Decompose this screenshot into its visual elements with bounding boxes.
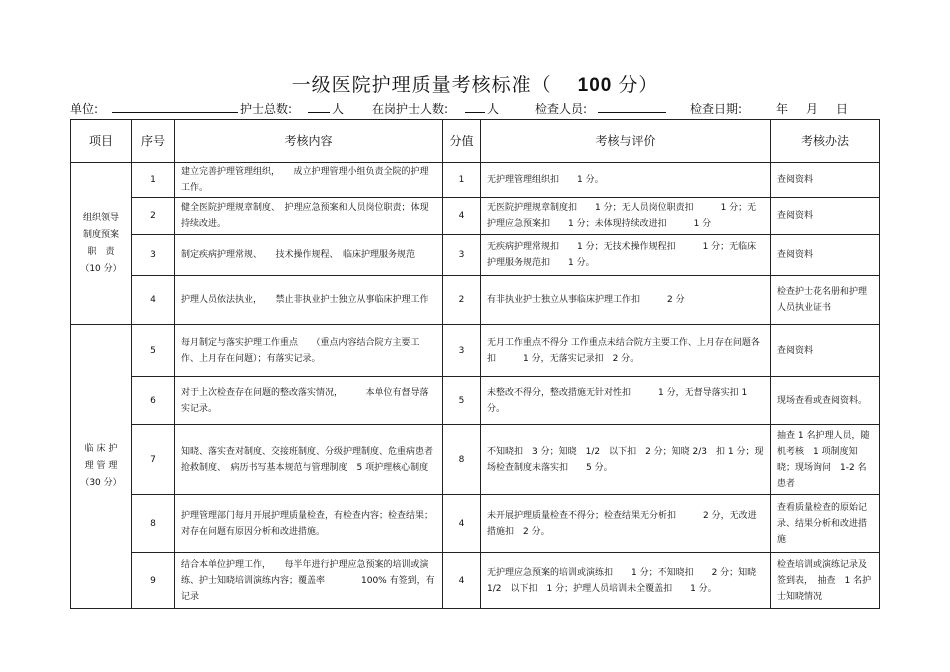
table-row xyxy=(71,495,880,553)
row-seq: 6 xyxy=(132,377,175,425)
unit-label: 单位: xyxy=(70,102,99,116)
title-unit: 分） xyxy=(618,74,659,96)
row-score: 3 xyxy=(443,235,481,276)
row-evaluation: 未开展护理质量检查不得分；检查结果无分析扣 2 分，无改进措施扣 2 分。 xyxy=(481,495,771,553)
row-evaluation: 有非执业护士独立从事临床护理工作扣 2 分 xyxy=(481,276,771,325)
row-score: 5 xyxy=(443,377,481,425)
row-evaluation: 无医院护理规章制度扣 1 分；无人员岗位职责扣 1 分；无护理应急预案扣 1 分；未体现持续改进扣 1 分 xyxy=(481,198,771,235)
document-title xyxy=(0,70,950,97)
table-row xyxy=(71,235,880,276)
row-score: 2 xyxy=(443,276,481,325)
row-score: 4 xyxy=(443,198,481,235)
row-score: 3 xyxy=(443,325,481,377)
row-score: 4 xyxy=(443,495,481,553)
row-content: 对于上次检查存在问题的整改落实情况， 本单位有督导落实记录。 xyxy=(175,377,443,425)
title-text: 一级医院护理质量考核标准（ xyxy=(291,74,552,96)
row-seq: 8 xyxy=(132,495,175,553)
category-clinical: 临 床 护 理 管 理 （30 分） xyxy=(71,325,132,609)
table-row xyxy=(71,377,880,425)
row-content: 知晓、落实查对制度、交接班制度、分级护理制度、危重病患者抢救制度、 病历书写基本规范与管理制度 5 项护理核心制度 xyxy=(175,425,443,495)
nurse-total-label: 护士总数: xyxy=(240,102,293,116)
row-method: 查看质量检查的原始记录、结果分析和改进措施 xyxy=(771,495,880,553)
row-method: 检查培训或演练记录及签到表， 抽查 1 名护士知晓情况 xyxy=(771,553,880,609)
row-evaluation: 未整改不得分，整改措施无针对性扣 1 分，无督导落实扣 1 分。 xyxy=(481,377,771,425)
nurse-total-unit: 人 xyxy=(332,102,345,116)
category-organization: 组织领导 制度预案 职 责 （10 分） xyxy=(71,163,132,325)
title-score: 100 xyxy=(577,75,613,96)
table-row xyxy=(71,325,880,377)
date-year: 年 xyxy=(776,102,789,116)
row-seq: 5 xyxy=(132,325,175,377)
date-month: 月 xyxy=(806,102,819,116)
col-header-method: 考核办法 xyxy=(771,120,880,163)
on-duty-unit: 人 xyxy=(487,102,500,116)
row-content: 结合本单位护理工作， 每半年进行护理应急预案的培训或演练、护士知晓培训演练内容；覆盖率 100% 有签到，有记录 xyxy=(175,553,443,609)
row-content: 健全医院护理规章制度、 护理应急预案和人员岗位职责；体现持续改进。 xyxy=(175,198,443,235)
table-row xyxy=(71,163,880,198)
row-evaluation: 无护理管理组织扣 1 分。 xyxy=(481,163,771,198)
row-content: 建立完善护理管理组织， 成立护理管理小组负责全院的护理工作。 xyxy=(175,163,443,198)
table-row xyxy=(71,425,880,495)
col-header-item: 项目 xyxy=(71,120,132,163)
col-header-score: 分值 xyxy=(443,120,481,163)
row-method: 查阅资料 xyxy=(771,198,880,235)
row-seq: 7 xyxy=(132,425,175,495)
col-header-seq: 序号 xyxy=(132,120,175,163)
row-seq: 4 xyxy=(132,276,175,325)
row-score: 8 xyxy=(443,425,481,495)
assessment-table xyxy=(70,119,880,609)
row-seq: 1 xyxy=(132,163,175,198)
date-day: 日 xyxy=(836,102,849,116)
row-content: 制定疾病护理常规、 技术操作规程、 临床护理服务规范 xyxy=(175,235,443,276)
row-content: 护理管理部门每月开展护理质量检查，有检查内容；检查结果；对存在问题有原因分析和改进措施。 xyxy=(175,495,443,553)
table-row xyxy=(71,553,880,609)
row-evaluation: 无疾病护理常规扣 1 分；无技术操作规程扣 1 分；无临床护理服务规范扣 1 分。 xyxy=(481,235,771,276)
table-row xyxy=(71,198,880,235)
row-seq: 2 xyxy=(132,198,175,235)
row-evaluation: 不知晓扣 3 分；知晓 1/2 以下扣 2 分；知晓 2/3 扣 1 分；现场检查制度未落实扣 5 分。 xyxy=(481,425,771,495)
row-score: 1 xyxy=(443,163,481,198)
row-seq: 3 xyxy=(132,235,175,276)
inspector-label: 检查人员: xyxy=(535,102,588,116)
row-method: 抽查 1 名护理人员，随机考核 1 项制度知晓；现场询问 1-2 名患者 xyxy=(771,425,880,495)
on-duty-label: 在岗护士人数: xyxy=(372,102,449,116)
row-method: 查阅资料 xyxy=(771,163,880,198)
table-row xyxy=(71,276,880,325)
row-method: 检查护士花名册和护理人员执业证书 xyxy=(771,276,880,325)
row-method: 查阅资料 xyxy=(771,235,880,276)
row-score: 4 xyxy=(443,553,481,609)
table-header-row xyxy=(71,120,880,163)
date-label: 检查日期: xyxy=(690,102,743,116)
row-content: 每月制定与落实护理工作重点 （重点内容结合院方主要工作、上月存在问题）；有落实记录。 xyxy=(175,325,443,377)
row-seq: 9 xyxy=(132,553,175,609)
row-method: 查阅资料 xyxy=(771,325,880,377)
row-evaluation: 无护理应急预案的培训或演练扣 1 分；不知晓扣 2 分；知晓 1/2 以下扣 1 分；护理人员培训未全覆盖扣 1 分。 xyxy=(481,553,771,609)
row-method: 现场查看或查阅资料。 xyxy=(771,377,880,425)
col-header-content: 考核内容 xyxy=(175,120,443,163)
row-evaluation: 无月工作重点不得分 工作重点未结合院方主要工作、上月存在问题各扣 1 分，无落实记录扣 2 分。 xyxy=(481,325,771,377)
header-fields xyxy=(70,100,890,118)
col-header-evaluation: 考核与评价 xyxy=(481,120,771,163)
row-content: 护理人员依法执业， 禁止非执业护士独立从事临床护理工作 xyxy=(175,276,443,325)
